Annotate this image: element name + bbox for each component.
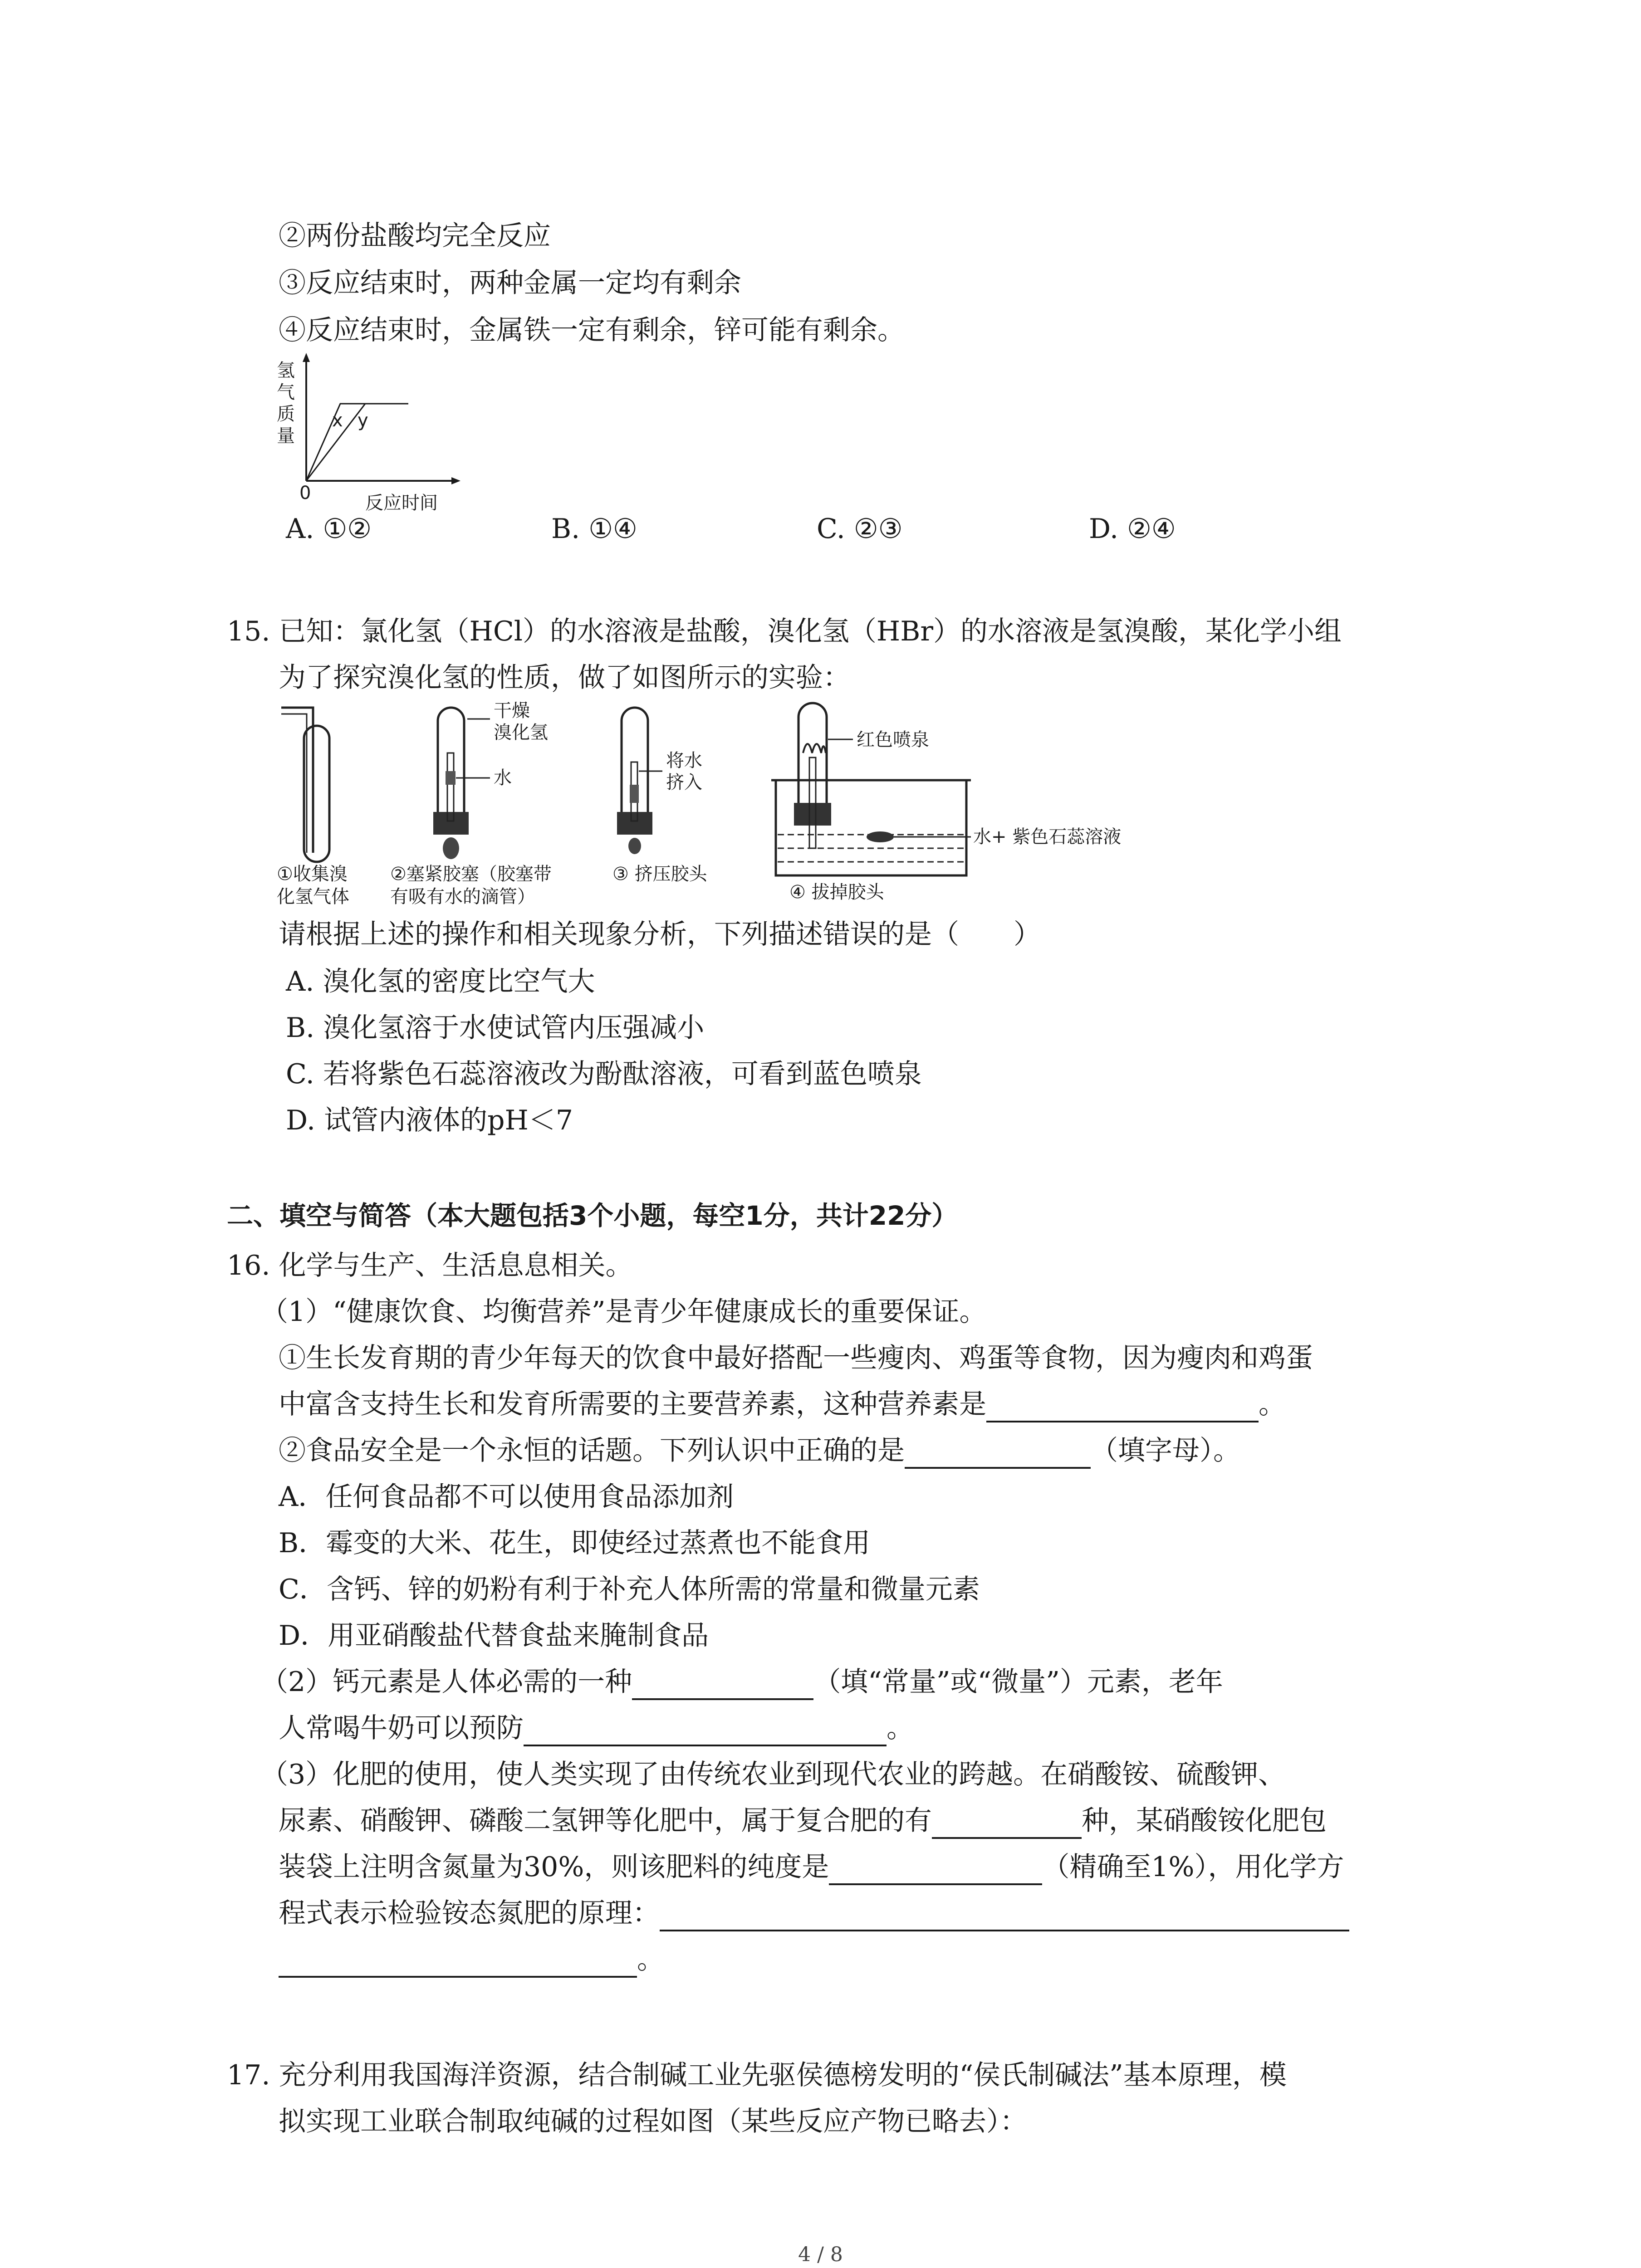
q17-stem-line-1: 17. 充分利用我国海洋资源，结合制碱工业先驱侯德榜发明的“侯氏制碱法”基本原理，模 [227, 2059, 1287, 2091]
graph-y-axis-arrow [303, 353, 310, 362]
graph-y-label-char: 量 [277, 425, 295, 446]
page-number: 4 / 8 [798, 2243, 843, 2266]
answer-blank-equation[interactable] [660, 1901, 1349, 1931]
q14-option-b: B. ①④ [551, 513, 637, 545]
q16-part-3-line-3 [279, 1849, 1344, 1885]
q15-option-c: C. 若将紫色石蕊溶液改为酚酞溶液，可看到蓝色喷泉 [286, 1058, 922, 1090]
graph-origin: 0 [299, 483, 311, 503]
q16-option-b: B．霉变的大米、花生，即使经过蒸煮也不能食用 [279, 1527, 871, 1559]
text: 种，某硝酸铵化肥包 [1082, 1805, 1327, 1837]
q16-part-3-line-1: （3）化肥的使用，使人类实现了由传统农业到现代农业的跨越。在硝酸铵、硫酸钾、 [261, 1759, 1286, 1790]
text: 程式表示检验铵态氮肥的原理： [279, 1897, 660, 1929]
caption-step2-line2: 有吸有水的滴管） [390, 886, 535, 907]
text: 。 [1259, 1388, 1286, 1420]
label-squeeze-1: 将水 [666, 750, 702, 771]
text: 。 [637, 1944, 664, 1975]
q14-statement-4: ④反应结束时，金属铁一定有剩余，锌可能有剩余。 [279, 314, 905, 346]
graph-x-label: 反应时间 [365, 493, 438, 513]
graph-y-label-char: 氢 [277, 360, 295, 381]
q15-question: 请根据上述的操作和相关现象分析，下列描述错误的是（ ） [279, 919, 1041, 950]
text: （填“常量”或“微量”）元素，老年 [813, 1666, 1223, 1698]
q16-part-3-line-4 [279, 1895, 1349, 1931]
hydrogen-mass-graph [272, 349, 467, 522]
label-water: 水 [494, 767, 512, 788]
q16-part-1a-line-2 [279, 1386, 1286, 1422]
answer-blank-food-safety[interactable] [905, 1439, 1091, 1469]
graph-y-label-char: 气 [277, 382, 295, 403]
label-solution: 水+ 紫色石蕊溶液 [973, 826, 1122, 847]
q15-option-d: D. 试管内液体的pH＜7 [286, 1105, 573, 1136]
text: （填字母）。 [1091, 1435, 1240, 1466]
text: 装袋上注明含氮量为30%，则该肥料的纯度是 [279, 1851, 829, 1883]
caption-step2-line1: ②塞紧胶塞（胶塞带 [390, 864, 552, 885]
section-2-heading: 二、填空与简答（本大题包括3个小题，每空1分，共计22分） [227, 1200, 958, 1231]
text: 尿素、硝酸钾、磷酸二氢钾等化肥中，属于复合肥的有 [279, 1805, 932, 1837]
graph-y-label-char: 质 [277, 404, 295, 425]
text: 人常喝牛奶可以预防 [279, 1712, 524, 1744]
q15-stem-line-1: 15. 已知：氯化氢（HCl）的水溶液是盐酸，溴化氢（HBr）的水溶液是氢溴酸，某化学小组 [227, 616, 1342, 647]
q16-part-1: （1）“健康饮食、均衡营养”是青少年健康成长的重要保证。 [261, 1296, 987, 1328]
caption-step1-line2: 化氢气体 [277, 886, 349, 907]
q16-part-2-line-1 [261, 1664, 1223, 1700]
q14-statement-2: ②两份盐酸均完全反应 [279, 220, 551, 252]
q14-option-c: C. ②③ [817, 513, 903, 545]
label-red-fountain: 红色喷泉 [857, 729, 929, 750]
q16-option-d: D．用亚硝酸盐代替食盐来腌制食品 [279, 1620, 709, 1652]
text: 。 [887, 1712, 914, 1744]
caption-step4: ④ 拔掉胶头 [789, 882, 884, 903]
step4-apparatus [771, 703, 1121, 875]
answer-blank-calcium-type[interactable] [632, 1670, 813, 1700]
text: 中富含支持生长和发育所需要的主要营养素，这种营养素是 [279, 1388, 986, 1420]
step2-apparatus [433, 700, 548, 859]
q15-option-b: B. 溴化氢溶于水使试管内压强减小 [286, 1012, 705, 1044]
step3-apparatus [617, 708, 702, 854]
text: ②食品安全是一个永恒的话题。下列认识中正确的是 [279, 1435, 905, 1466]
q16-option-c: C．含钙、锌的奶粉有利于补充人体所需的常量和微量元素 [279, 1574, 980, 1605]
q16-part-2-line-2 [279, 1710, 914, 1746]
q14-option-a: A. ①② [286, 513, 372, 545]
label-squeeze-2: 挤入 [666, 772, 702, 793]
q16-part-3-line-5 [279, 1941, 664, 1978]
graph-label-y: y [358, 410, 368, 431]
answer-blank-compound-fertilizer-count[interactable] [932, 1809, 1082, 1839]
label-dry: 干燥 [494, 700, 530, 721]
answer-blank-equation-continued[interactable] [279, 1948, 637, 1978]
graph-y-label [277, 360, 295, 446]
text: （精确至1%），用化学方 [1042, 1851, 1344, 1883]
q16-option-a: A．任何食品都不可以使用食品添加剂 [279, 1481, 734, 1513]
answer-blank-nutrient[interactable] [986, 1393, 1259, 1422]
caption-step1-line1: ①收集溴 [277, 864, 348, 885]
q14-option-d: D. ②④ [1089, 513, 1176, 545]
q16-part-1a-line-1: ①生长发育期的青少年每天的饮食中最好搭配一些瘦肉、鸡蛋等食物，因为瘦肉和鸡蛋 [279, 1342, 1313, 1374]
hbr-experiment-figure [277, 699, 1139, 912]
text: （2）钙元素是人体必需的一种 [261, 1666, 632, 1698]
q17-stem-line-2: 拟实现工业联合制取纯碱的过程如图（某些反应产物已略去）： [279, 2106, 1027, 2137]
answer-blank-purity[interactable] [829, 1855, 1042, 1885]
caption-step3: ③ 挤压胶头 [612, 864, 707, 885]
q16-part-3-line-2 [279, 1803, 1327, 1839]
q15-stem-line-2: 为了探究溴化氢的性质，做了如图所示的实验： [279, 662, 850, 694]
q16-part-1b [279, 1432, 1240, 1469]
q16-stem: 16. 化学与生产、生活息息相关。 [227, 1250, 633, 1281]
label-hbr: 溴化氢 [494, 722, 548, 743]
answer-blank-disease[interactable] [524, 1716, 887, 1746]
graph-label-x: x [332, 410, 343, 431]
q15-option-a: A. 溴化氢的密度比空气大 [286, 966, 595, 997]
q14-statement-3: ③反应结束时，两种金属一定均有剩余 [279, 267, 741, 299]
graph-x-axis-arrow [451, 477, 460, 484]
step1-apparatus [281, 708, 329, 862]
graph-line-x [306, 404, 404, 481]
